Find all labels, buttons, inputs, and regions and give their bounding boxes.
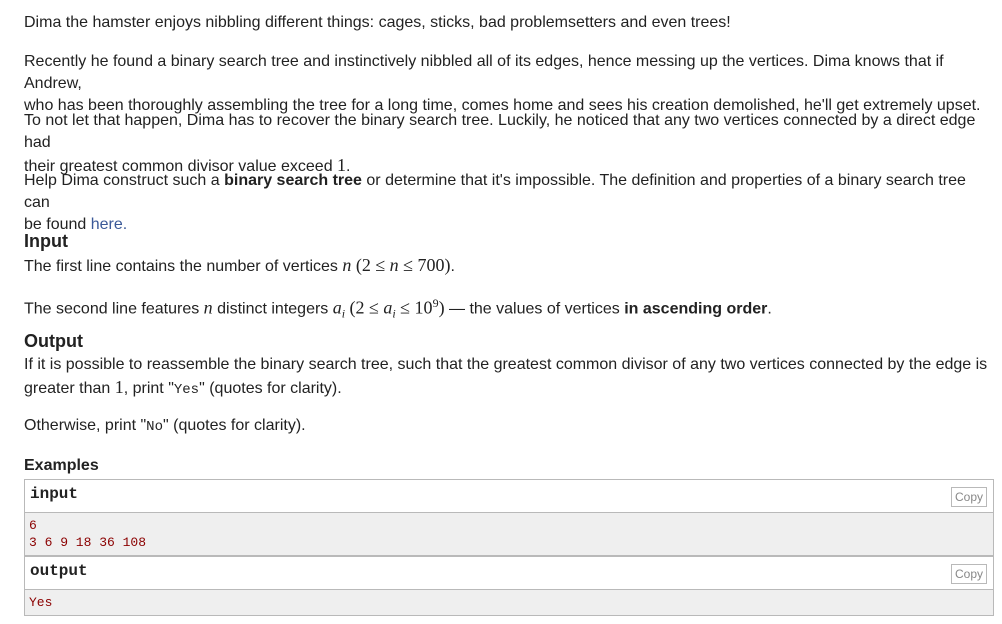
math-range-open: (2 ≤	[349, 297, 379, 318]
statement-paragraph-4	[24, 170, 994, 236]
sample-output-title: output	[30, 562, 88, 580]
output-line-3-text-a: Otherwise, print "	[24, 417, 147, 434]
statement-paragraph-1: Dima the hamster enjoys nibbling different things: cages, sticks, bad problemsetters and even trees!	[24, 14, 731, 31]
paragraph-2-line-1: Recently he found a binary search tree and instinctively nibbled all of its edges, hence messing up the vertices. Dima knows that if Andrew,	[24, 53, 944, 92]
copy-input-button[interactable]: Copy	[951, 487, 987, 507]
sample-input-line: 3 6 9 18 36 108	[29, 535, 147, 550]
yes-literal: Yes	[173, 382, 200, 398]
math-n: n	[203, 297, 213, 318]
input-line-2-text-a: The second line features	[24, 300, 200, 318]
input-line-2-text-c: — the values of vertices	[449, 300, 620, 318]
paragraph-4-text-c: be found	[24, 216, 87, 233]
math-sub-i: i	[341, 306, 346, 321]
sample-output-line: Yes	[29, 595, 53, 610]
period: .	[767, 300, 772, 318]
paragraph-4-text-b: or determine that it's impossible. The definition and properties of a binary search tree can	[24, 172, 966, 211]
paragraph-3-line-1: To not let that happen, Dima has to recover the binary search tree. Luckily, he noticed that any two vertices connected by a direct edge had	[24, 112, 976, 151]
math-range-close: ≤ 700)	[403, 255, 451, 275]
sample-input-box	[24, 479, 994, 556]
sample-output-header	[25, 557, 993, 590]
input-line-1	[24, 254, 455, 278]
no-literal: No	[146, 419, 163, 435]
math-sub-i-2: i	[392, 306, 396, 321]
math-paren-close: )	[438, 297, 445, 318]
output-line-1	[24, 354, 987, 401]
math-one: 1	[337, 155, 347, 175]
examples-heading: Examples	[24, 457, 99, 474]
sample-output-box	[24, 556, 994, 616]
input-line-1-text: The first line contains the number of vertices	[24, 258, 338, 275]
output-line-3	[24, 415, 306, 438]
copy-output-button[interactable]: Copy	[951, 564, 987, 584]
bst-definition-link[interactable]: here.	[90, 216, 128, 233]
sample-input-title: input	[30, 485, 79, 503]
output-line-2-text-b: , print "	[123, 380, 174, 397]
input-heading: Input	[24, 231, 68, 251]
output-heading: Output	[24, 331, 83, 351]
sample-input-header	[25, 480, 993, 513]
math-a-2: a	[383, 297, 393, 318]
bst-bold-text: binary search tree	[224, 172, 362, 189]
statement-paragraph-2	[24, 51, 994, 117]
output-line-2-text-a: greater than	[24, 380, 111, 397]
math-sup-9: 9	[432, 296, 439, 310]
sample-input-line: 6	[29, 518, 37, 533]
paragraph-3-line-2: their greatest common divisor value exceed	[24, 158, 333, 175]
output-line-2-text-c: " (quotes for clarity).	[199, 380, 342, 397]
math-one: 1	[114, 377, 124, 397]
sample-input-content[interactable]	[25, 513, 993, 555]
paragraph-2-line-2: who has been thoroughly assembling the tree for a long time, comes home and sees his creation demolished, he'll get extremely upset.	[24, 97, 981, 114]
input-line-2	[24, 292, 772, 325]
paragraph-4-text-a: Help Dima construct such a	[24, 172, 220, 189]
input-line-2-text-b: distinct integers	[217, 300, 329, 318]
math-n: n	[342, 255, 352, 275]
math-range-close: ≤ 10	[400, 297, 433, 318]
sample-output-content[interactable]	[25, 590, 993, 615]
statement-paragraph-3	[24, 110, 994, 178]
math-n-2: n	[389, 255, 399, 275]
math-a: a	[332, 297, 342, 318]
output-line-3-text-b: " (quotes for clarity).	[162, 417, 306, 434]
period: .	[450, 258, 455, 275]
output-line-1-text: If it is possible to reassemble the binary search tree, such that the greatest common divisor of any two vertices connected by the edge is	[24, 356, 988, 373]
ascending-order-bold: in ascending order	[624, 300, 768, 318]
period: .	[346, 158, 351, 175]
math-range-open: (2 ≤	[355, 255, 386, 275]
